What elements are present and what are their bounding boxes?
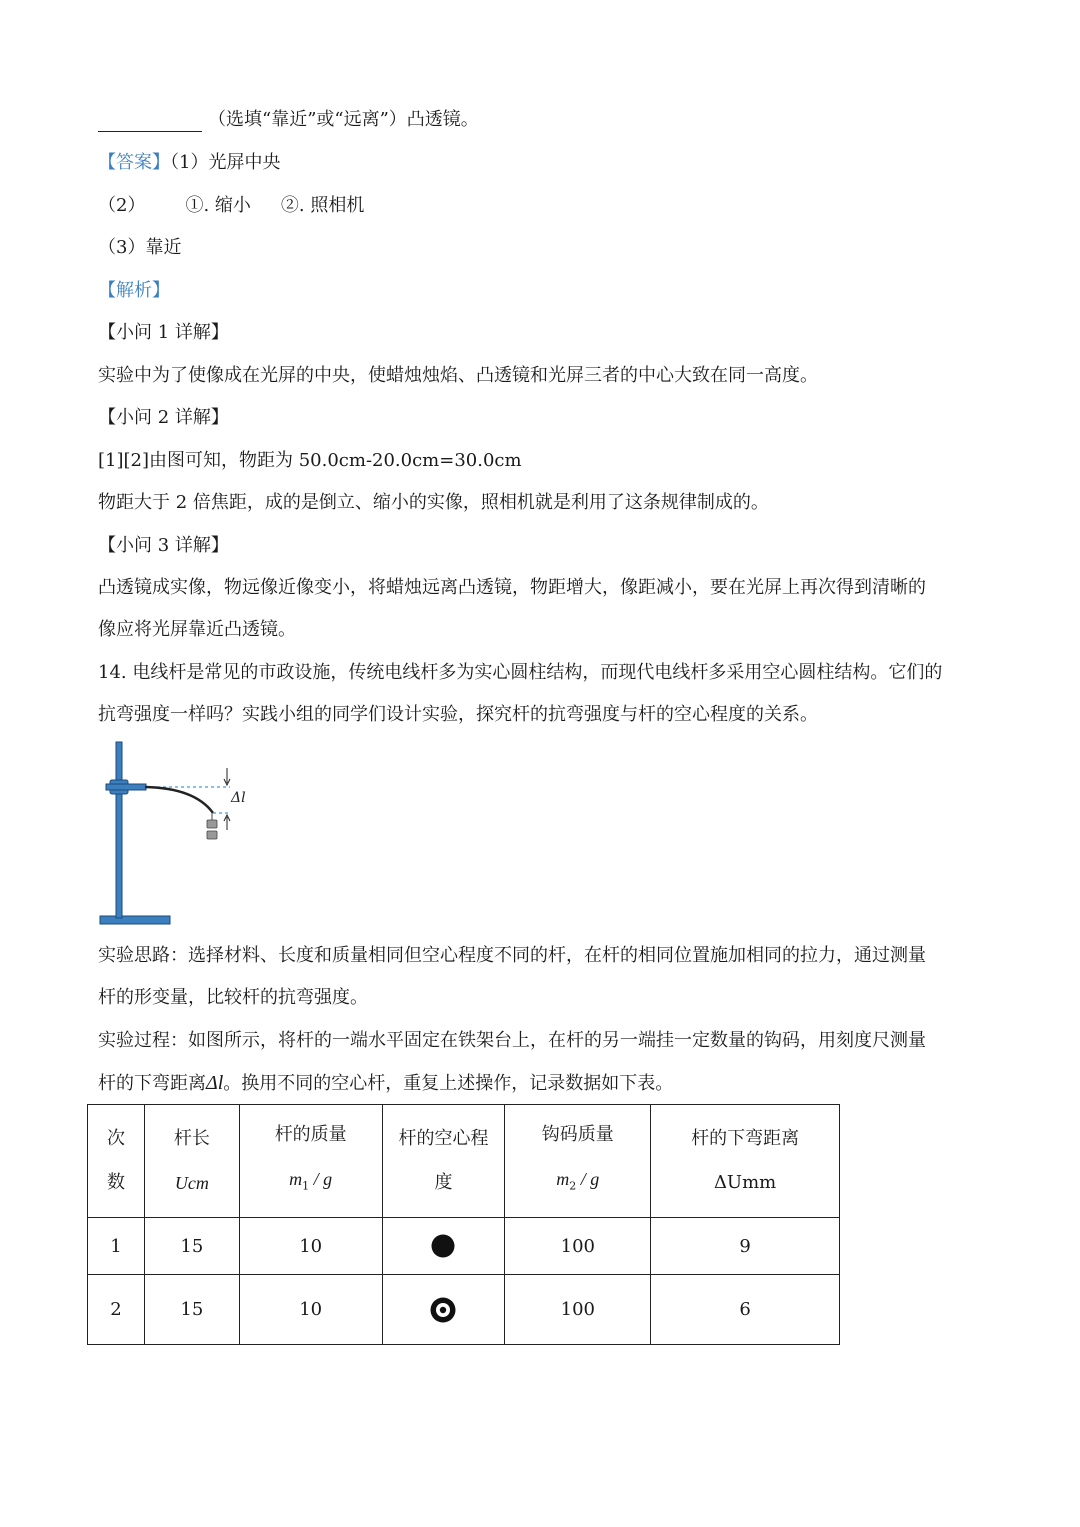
delta-l-label: Δl [231, 790, 246, 806]
solid-rod-icon [430, 1233, 456, 1259]
fill-in-line: （选填“靠近”或“远离”）凸透镜。 [98, 108, 479, 132]
cell-hook-mass: 100 [505, 1275, 651, 1345]
table-row [88, 1218, 840, 1275]
answer-q2: （2） ①. 缩小 ②. 照相机 [98, 195, 365, 216]
process-line1: 实验过程：如图所示，将杆的一端水平固定在铁架台上，在杆的另一端挂一定数量的钩码，用刻度尺测量 [98, 1030, 926, 1051]
sub3-heading: 【小问 3 详解】 [98, 535, 229, 556]
stand-base [100, 916, 170, 924]
table-header-row [88, 1105, 840, 1218]
experiment-figure [95, 738, 265, 934]
header-rod-mass: 杆的质量 $m_1$ / g [239, 1105, 382, 1218]
header-trial: 次 数 [88, 1105, 145, 1218]
answer-q1: 【答案】（1）光屏中央 [98, 152, 281, 173]
answer-tag: 【答案】 [98, 152, 170, 173]
cell-trial: 1 [88, 1218, 145, 1275]
bending-rod [145, 787, 213, 813]
cell-bend: 9 [651, 1218, 840, 1275]
cell-length: 15 [144, 1218, 239, 1275]
hook-weight [207, 820, 217, 828]
answer-q3: （3）靠近 [98, 237, 182, 258]
q14-line1: 14. 电线杆是常见的市政设施，传统电线杆多为实心圆柱结构，而现代电线杆多采用空心圆柱结构。它们的 [98, 662, 943, 683]
cell-hook-mass: 100 [505, 1218, 651, 1275]
cell-trial: 2 [88, 1275, 145, 1345]
cell-rod-mass: 10 [239, 1275, 382, 1345]
clamp-arm [106, 784, 146, 790]
sub1-text: 实验中为了使像成在光屏的中央，使蜡烛烛焰、凸透镜和光屏三者的中心大致在同一高度。 [98, 365, 818, 386]
sub3-line2: 像应将光屏靠近凸透镜。 [98, 619, 296, 640]
sub1-heading: 【小问 1 详解】 [98, 322, 229, 343]
analysis-tag: 【解析】 [98, 280, 170, 301]
hollow-rod-icon [429, 1296, 457, 1324]
cell-rod-mass: 10 [239, 1218, 382, 1275]
stand-pole [116, 742, 122, 918]
cell-hollowness [382, 1275, 505, 1345]
process-line2: 杆的下弯距离Δl。换用不同的空心杆，重复上述操作，记录数据如下表。 [98, 1072, 674, 1094]
cell-bend: 6 [651, 1275, 840, 1345]
cell-length: 15 [144, 1275, 239, 1345]
hook-weight [207, 831, 217, 839]
sub2-line2: 物距大于 2 倍焦距，成的是倒立、缩小的实像，照相机就是利用了这条规律制成的。 [98, 492, 769, 513]
idea-line2: 杆的形变量，比较杆的抗弯强度。 [98, 987, 368, 1008]
header-length: 杆长 Ucm [144, 1105, 239, 1218]
cell-hollowness [382, 1218, 505, 1275]
sub2-line1: [1][2]由图可知，物距为 50.0cm-20.0cm=30.0cm [98, 450, 522, 471]
sub2-heading: 【小问 2 详解】 [98, 407, 229, 428]
header-hook-mass: 钩码质量 $m_2$ / g [505, 1105, 651, 1218]
sub3-line1: 凸透镜成实像，物远像近像变小，将蜡烛远离凸透镜，物距增大，像距减小，要在光屏上再次得到清晰的 [98, 577, 926, 598]
header-bend: 杆的下弯距离 ΔUmm [651, 1105, 840, 1218]
idea-line1: 实验思路：选择材料、长度和质量相同但空心程度不同的杆，在杆的相同位置施加相同的拉力，通过测量 [98, 945, 926, 966]
q14-line2: 抗弯强度一样吗？实践小组的同学们设计实验，探究杆的抗弯强度与杆的空心程度的关系。 [98, 704, 818, 725]
table-row [88, 1275, 840, 1345]
data-table [87, 1104, 840, 1345]
answer-blank [98, 113, 202, 132]
header-hollowness: 杆的空心程 度 [382, 1105, 505, 1218]
